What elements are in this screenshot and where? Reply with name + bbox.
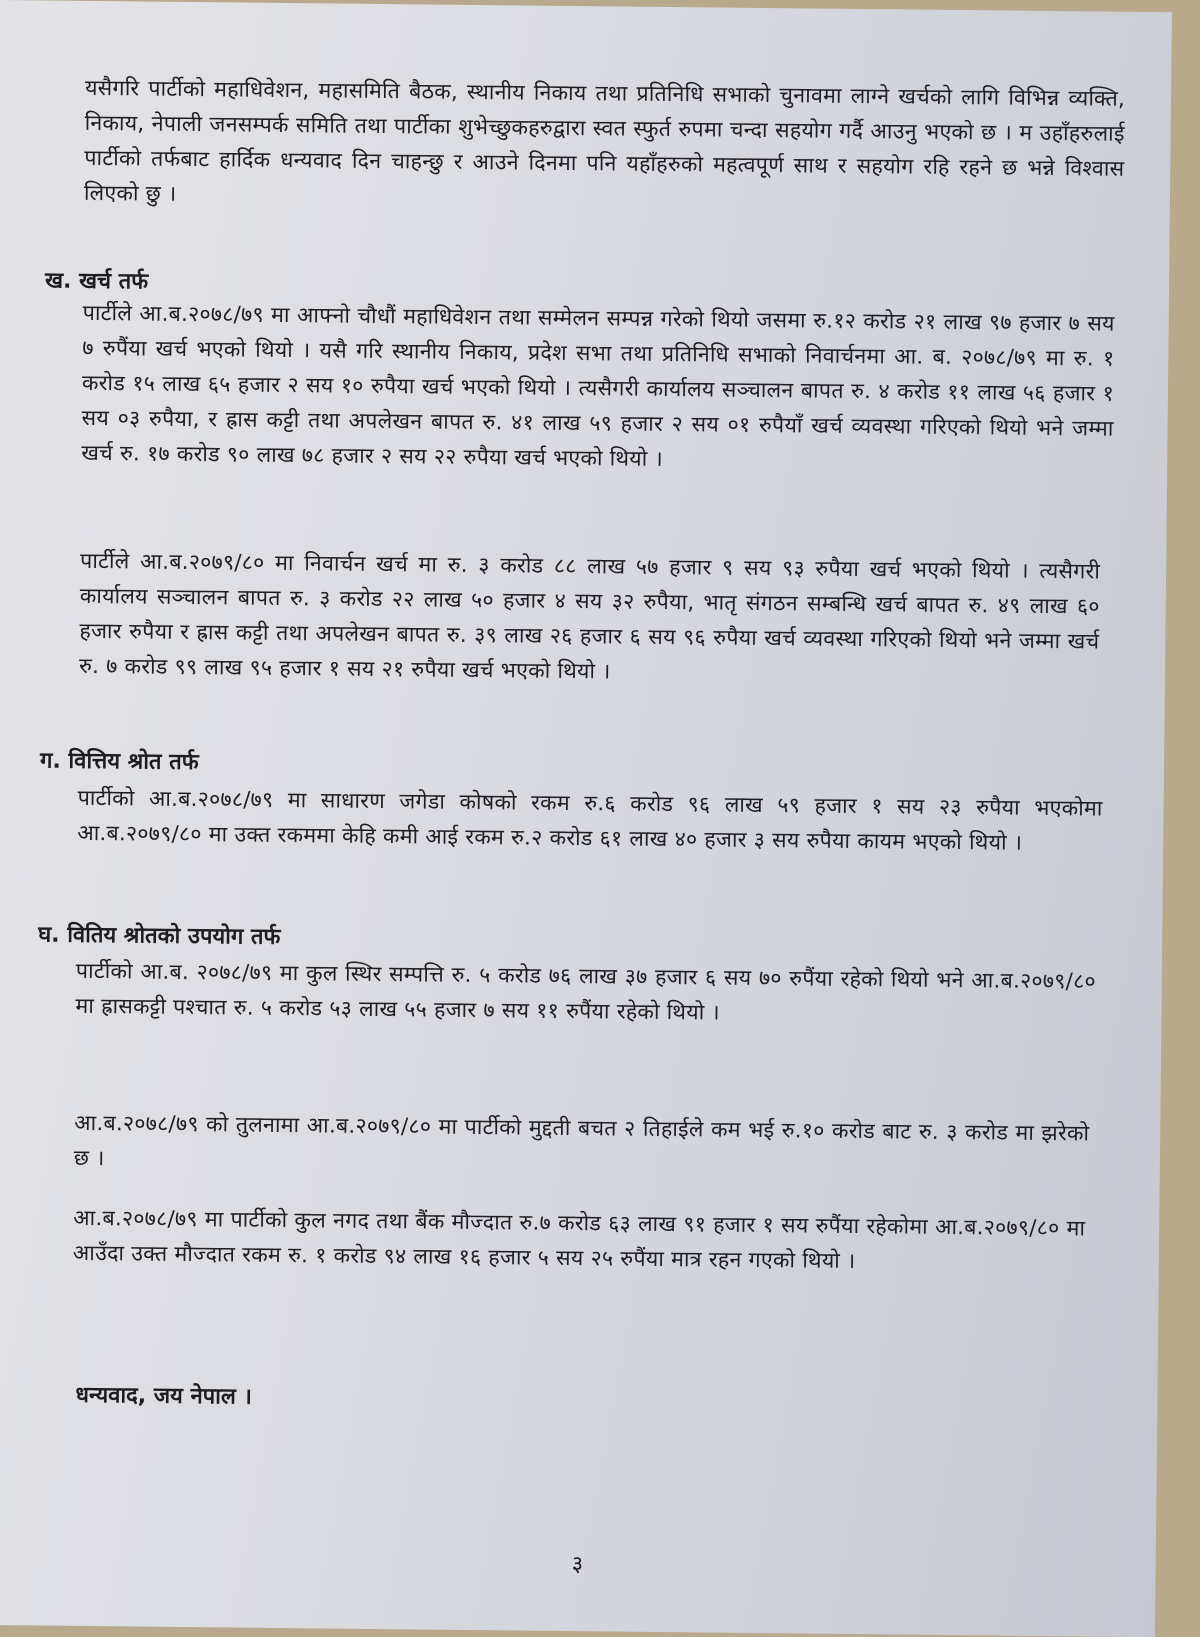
section-title: वितिय श्रोतको उपयोग तर्फ — [67, 922, 281, 950]
intro-paragraph: यसैगरि पार्टीको महाधिवेशन, महासमिति बैठक, स्थानीय निकाय तथा प्रतिनिधि सभाको चुनावमा लाग्ने खर्चको लागि विभिन्न व्यक्ति, निकाय, नेपाली जनसम्पर्क समिति तथा पार्टीका शुभेच्छुकहरुद्वारा स्वत स्फुर्त रुपमा चन्दा सहयोग गर्दै आउनु भएको छ । म उहाँहरुलाई पार्टीको तर्फबाट हार्दिक धन्यवाद दिन चाहन्छु र आउने दिनमा पनि यहाँहरुको महत्वपूर्ण साथ र सहयोग रहि रहने छ भन्ने विश्वास लिएको छु । — [83, 75, 1126, 207]
section-title: खर्च तर्फ — [78, 268, 149, 295]
expense-paragraph-2: पार्टीले आ.ब.२०७९/८० मा निवार्चन खर्च मा रु. ३ करोड ८८ लाख ५७ हजार ९ सय ९३ रुपैया खर्च भएको थियो । त्यसैगरी कार्यालय सञ्चालन बापत रु. ३ करोड २२ लाख ५० हजार ४ सय ३२ रुपैया, भातृ संगठन सम्बन्धि खर्च बापत रु. ४९ लाख ६० हजार रुपैया र ह्रास कट्टी तथा अपलेखन बापत रु. ३९ लाख २६ हजार ६ सय ९६ रुपैया खर्च व्यवस्था गरिएको थियो भने जम्मा खर्च रु. ७ करोड ९९ लाख ९५ हजार १ सय २१ रुपैया खर्च भएको थियो । — [78, 548, 1101, 685]
section-letter: ख. — [44, 268, 72, 294]
expense-paragraph-1: पार्टीले आ.ब.२०७८/७९ मा आफ्नो चौधौं महाधिवेशन तथा सम्मेलन सम्पन्न गरेको थियो जसमा रु.१२ करोड २१ लाख ९७ हजार ७ सय ७ रुपैंया खर्च भएको थियो । यसै गरि स्थानीय निकाय, प्रदेश सभा तथा प्रतिनिधि सभाको निवार्चनमा आ. ब. २०७८/७९ मा रु. १ करोड १५ लाख ६५ हजार २ सय १० रुपैया खर्च भएको थियो । त्यसैगरी कार्यालय सञ्चालन बापत रु. ४ करोड ११ लाख ५६ हजार १ सय ०३ रुपैया, र ह्रास कट्टी तथा अपलेखन बापत रु. ४१ लाख ५९ हजार २ सय ०१ रुपैयाँ खर्च व्यवस्था गरिएको थियो भने जम्मा खर्च रु. १७ करोड ९० लाख ७८ हजार २ सय २२ रुपैया खर्च भएको थियो । — [81, 300, 1115, 472]
closing-line: धन्यवाद, जय नेपाल । — [75, 1382, 252, 1410]
section-heading-usage — [38, 920, 281, 953]
section-letter: घ. — [38, 922, 60, 948]
section-heading-expense — [45, 266, 148, 297]
section-letter: ग. — [39, 748, 61, 774]
section-heading-source — [40, 746, 199, 778]
page-number: ३ — [571, 1552, 584, 1578]
source-paragraph: पार्टीको आ.ब.२०७८/७९ मा साधारण जगेडा कोषको रकम रु.६ करोड ९६ लाख ५९ हजार १ सय २३ रुपैया भएकोमा आ.ब.२०७९/८० मा उक्त रकममा केहि कमी आई रकम रु.२ करोड ६१ लाख ४० हजार ३ सय रुपैया कायम भएको थियो । — [77, 785, 1103, 856]
usage-paragraph-2: आ.ब.२०७८/७९ को तुलनामा आ.ब.२०७९/८० मा पार्टीको मुद्दती बचत २ तिहाईले कम भई रु.१० करोड बाट रु. ३ करोड मा झरेको छ । — [73, 1110, 1090, 1172]
usage-paragraph-3: आ.ब.२०७८/७९ मा पार्टीको कुल नगद तथा बैंक मौज्दात रु.७ करोड ६३ लाख ९१ हजार १ सय रुपैंया रहेकोमा आ.ब.२०७९/८० मा आउँदा उक्त मौज्दात रकम रु. १ करोड ९४ लाख १६ हजार ५ सय २५ रुपैंया मात्र रहन गएको थियो । — [72, 1205, 1086, 1275]
section-title: वित्तिय श्रोत तर्फ — [68, 748, 199, 776]
usage-paragraph-1: पार्टीको आ.ब. २०७८/७९ मा कुल स्थिर सम्पत्ति रु. ५ करोड ७६ लाख ३७ हजार ६ सय ७० रुपैंया रहेको थियो भने आ.ब.२०७९/८० मा ह्रासकट्टी पश्चात रु. ५ करोड ५३ लाख ५५ हजार ७ सय ११ रुपैंया रहेको थियो । — [75, 958, 1096, 1026]
